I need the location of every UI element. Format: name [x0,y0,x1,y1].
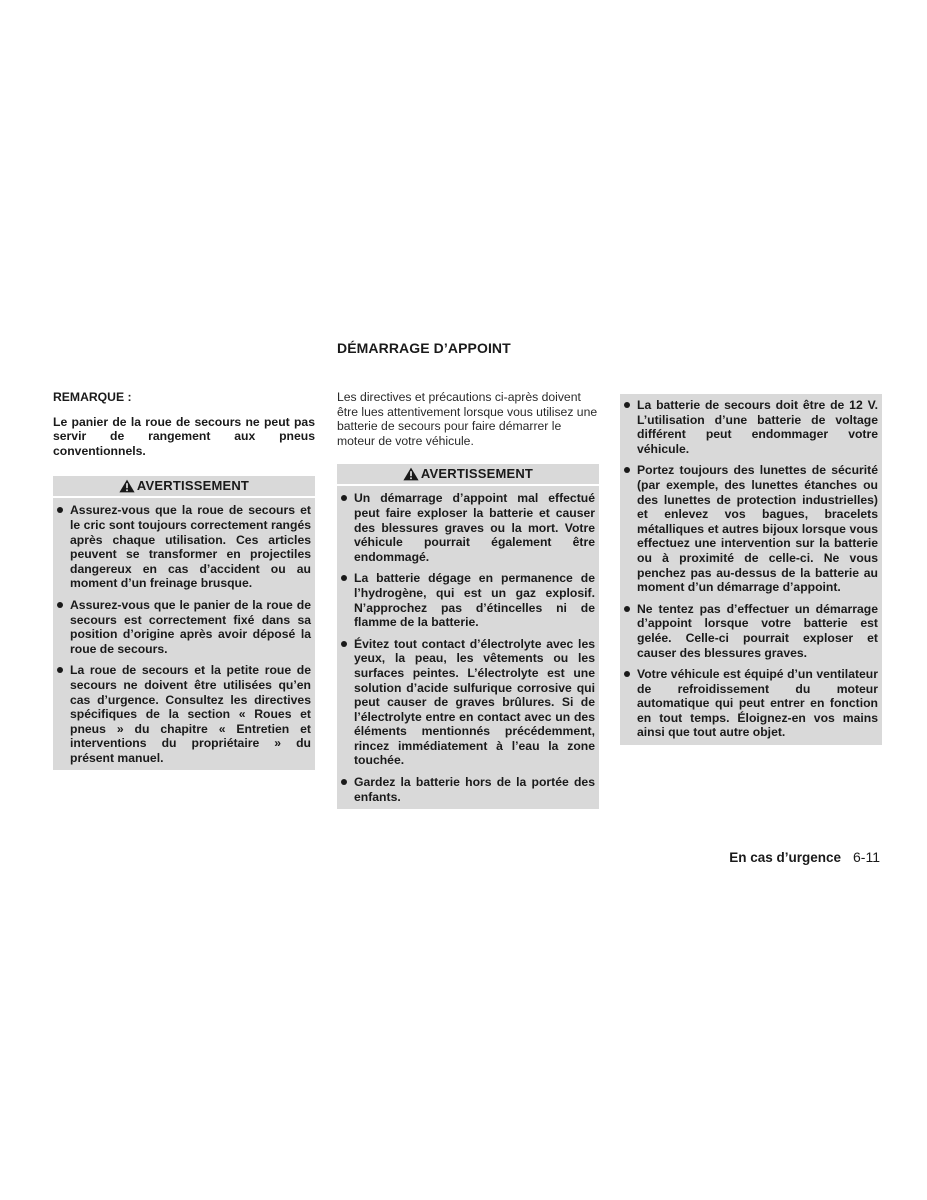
column-3 [620,394,882,745]
bullet-icon [624,467,630,473]
column-2 [337,390,599,809]
bullet-icon [57,602,63,608]
list-item: La batterie de secours doit être de 12 V. L’utilisation d’une batterie de voltage différent peut endommager votre véhicule. [624,398,878,456]
warning-box-3 [620,394,882,745]
warning-header-1 [53,476,315,498]
page-footer [729,849,880,865]
bullet-icon [341,641,347,647]
list-item: Un démarrage d’appoint mal effectué peut faire exploser la batterie et causer des blessures graves ou la mort. Votre véhicule pourrait également être endommagé. [341,491,595,564]
bullet-icon [57,507,63,513]
column-1 [53,390,315,770]
section-title: DÉMARRAGE D’APPOINT [337,340,511,356]
list-item: Assurez-vous que le panier de la roue de secours est correctement fixé dans sa position d’origine après avoir déposé la roue de secours. [57,598,311,656]
list-item: La roue de secours et la petite roue de secours ne doivent être utilisées qu’en cas d’urgence. Consultez les directives spécifiques de la section « Roues et pneus » du chapitre « Entretien et interventions du propriétaire » du présent manuel. [57,663,311,765]
page-number: 6-11 [853,849,880,865]
bullet-icon [341,779,347,785]
list-item: Gardez la batterie hors de la portée des enfants. [341,775,595,804]
remarque-body: Le panier de la roue de secours ne peut pas servir de rangement aux pneus conventionnels. [53,414,315,458]
warning-triangle-icon [403,467,419,481]
warning-list-2 [337,486,599,804]
warning-title-2: AVERTISSEMENT [420,466,534,482]
warning-list-3 [620,396,882,740]
bullet-icon [57,667,63,673]
warning-box-2 [337,464,599,809]
list-item: Assurez-vous que la roue de secours et le cric sont toujours correctement rangés après chaque utilisation. Ces articles peuvent se transformer en projectiles dangereux en cas d’accident ou au moment d’un freinage brusque. [57,503,311,591]
bullet-icon [624,402,630,408]
bullet-icon [341,575,347,581]
list-item: Portez toujours des lunettes de sécurité (par exemple, des lunettes étanches ou des lunettes de protection industrielles) et enlevez vos bagues, bracelets métalliques et autres bijoux lorsque vous effectuez une intervention sur la batterie ou à proximité de celle-ci. Ne vous penchez pas au-dessus de la batterie au moment d’un démarrage d’appoint. [624,463,878,594]
footer-chapter: En cas d’urgence [729,850,842,865]
list-item: Ne tentez pas d’effectuer un démarrage d’appoint lorsque votre batterie est gelée. Celle-ci pourrait exploser et causer des blessures graves. [624,602,878,660]
intro-paragraph: Les directives et précautions ci-après doivent être lues attentivement lorsque vous utilisez une batterie de secours pour faire démarrer le moteur de votre véhicule. [337,390,598,448]
warning-list-1 [53,498,315,765]
warning-triangle-icon [119,479,135,493]
list-item: Votre véhicule est équipé d’un ventilateur de refroidissement du moteur automatique qui peut entrer en fonction en tout temps. Éloignez-en vos mains ainsi que tout autre objet. [624,667,878,740]
warning-title-1: AVERTISSEMENT [136,478,250,494]
warning-box-1 [53,476,315,770]
list-item: La batterie dégage en permanence de l’hydrogène, qui est un gaz explosif. N’approchez pas d’étincelles ni de flamme de la batterie. [341,571,595,629]
warning-header-2 [337,464,599,486]
bullet-icon [624,606,630,612]
remarque-title: REMARQUE : [53,390,132,404]
bullet-icon [624,671,630,677]
list-item: Évitez tout contact d’électrolyte avec les yeux, la peau, les vêtements ou les surfaces peintes. L’électrolyte est une solution d’acide sulfurique corrosive qui peut causer de graves brûlures. Si de l’électrolyte entre en contact avec un des éléments mentionnés précédemment, rincez immédiatement à l’eau la zone touchée. [341,637,595,768]
bullet-icon [341,495,347,501]
